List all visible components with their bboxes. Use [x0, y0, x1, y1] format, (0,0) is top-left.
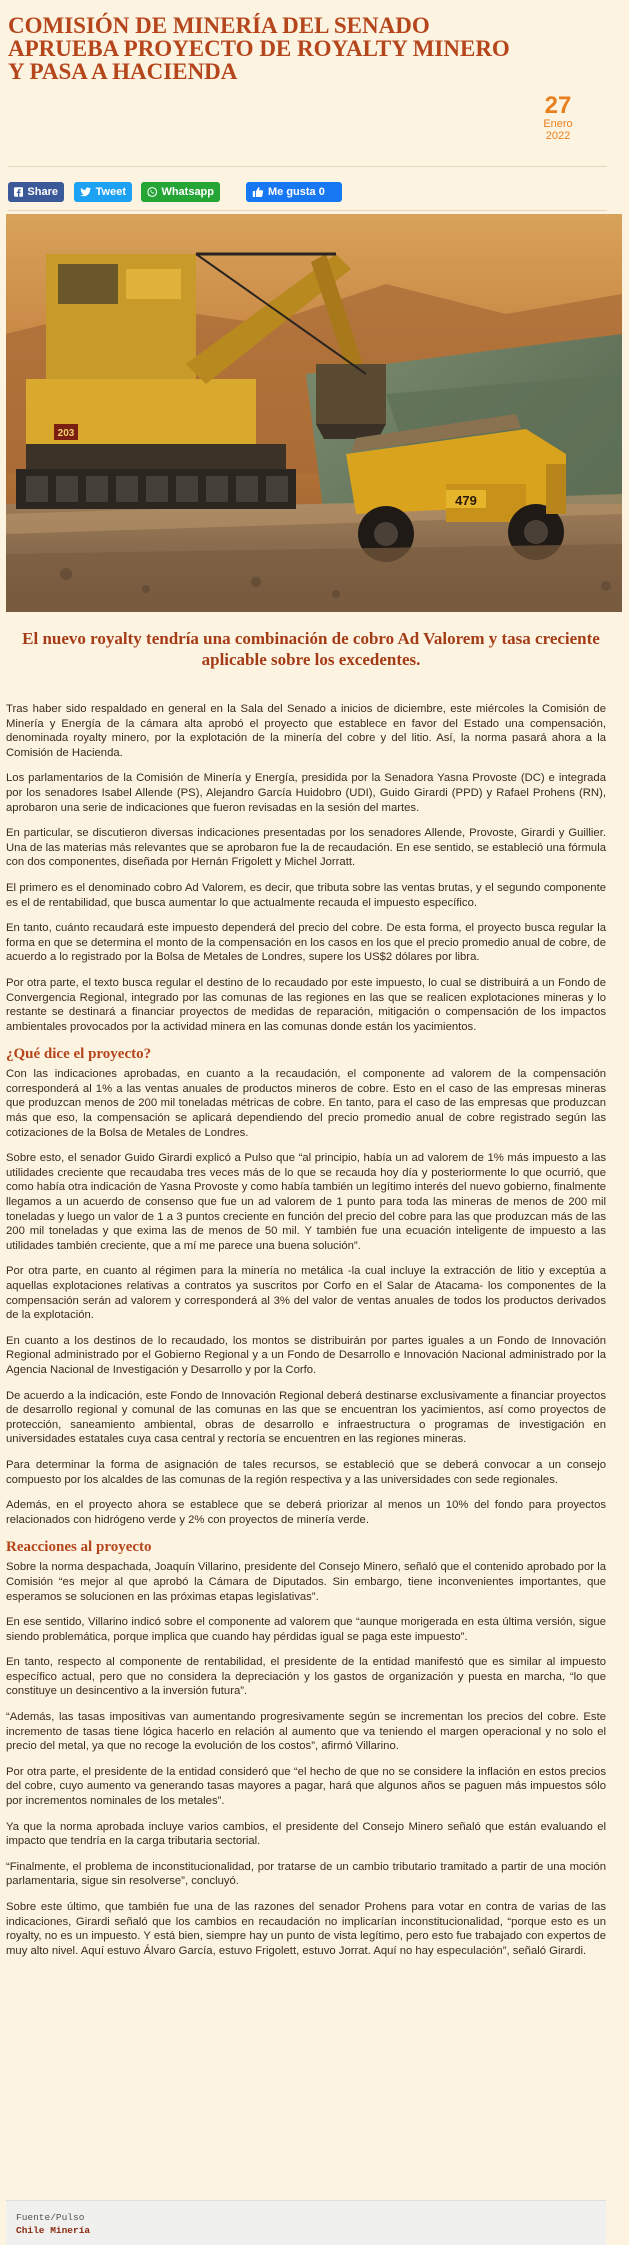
facebook-share-button[interactable] [8, 182, 64, 202]
shovel-number: 203 [57, 428, 75, 439]
divider-share [8, 210, 607, 211]
paragraph: Sobre este último, que también fue una de las razones del senador Prohens para votar en contra de varias de las indicaciones, Girardi señaló que los cambios en recaudación no implicarían inconstitucionalidad, “porque esto es un royalty, no es un impuesto. Y está bien, siempre hay un punto de vista legítimo, pero esto fue trabajado con expertos de muy alto nivel. Aquí estuvo Álvaro García, estuvo Frigolett, estuvo Jorrat. Aquí no hay especulación”, señaló Girardi. [6, 1901, 606, 1957]
like-button[interactable] [246, 182, 342, 202]
paragraph: En cuanto a los destinos de lo recaudado, los montos se distribuirán por partes iguales a un Fondo de Innovación Regional administrado por el Gobierno Regional y a un Fondo de Desarrollo e Innovación Nacional administrado por la Agencia Nacional de Investigación y Desarrollo y por la Corfo. [6, 1334, 606, 1376]
paragraph: El primero es el denominado cobro Ad Valorem, es decir, que tributa sobre las ventas brutas, y el segundo componente es el de rentabilidad, que busca aumentar lo que actualmente recauda el impuesto específico. [6, 881, 606, 909]
paragraph: Para determinar la forma de asignación de tales recursos, se estableció que se deberá convocar a un consejo compuesto por los alcaldes de las comunas de la región respectiva y a las universidades con sede regionales. [6, 1458, 606, 1486]
article-subtitle: El nuevo royalty tendría una combinación de cobro Ad Valorem y tasa creciente aplicable sobre los excedentes. [22, 629, 600, 669]
paragraph: En tanto, respecto al componente de rentabilidad, el presidente de la entidad manifestó que es similar al impuesto específico actual, pero que no considera la depreciación y los gastos de organización y puesta en marcha, “lo que constituye un desincentivo a la inversión futura”. [6, 1656, 606, 1698]
section-heading: ¿Qué dice el proyecto? [6, 1046, 152, 1063]
paragraph: Tras haber sido respaldado en general en la Sala del Senado a inicios de diciembre, este miércoles la Comisión de Minería y Energía de la cámara alta aprobó el proyecto que establece en favor del Estado una compensación, denominada royalty minero, por la explotación de la minería del cobre y del litio. Así, la norma pasará ahora a la Comisión de Hacienda. [6, 703, 606, 759]
paragraph: Los parlamentarios de la Comisión de Minería y Energía, presidida por la Senadora Yasna Provoste (DC) e integrada por los senadores Isabel Allende (PS), Alejandro García Huidobro (UDI), Guido Girardi (PPD) y Rafael Prohens (RN), aprobaron una serie de indicaciones que fueron revisadas en la sesión del martes. [6, 772, 606, 814]
like-label: Me gusta 0 [268, 186, 325, 198]
date-day: 27 [544, 92, 572, 119]
paragraph: En ese sentido, Villarino indicó sobre el componente ad valorem que “aunque morigerada en esta última versión, sigue siendo problemática, porque implica que cuando hay pérdidas igual se paga este impuesto”. [6, 1616, 606, 1643]
date-month: Enero [543, 118, 573, 130]
paragraph: Ya que la norma aprobada incluye varios cambios, el presidente del Consejo Minero señaló que están evaluando el impacto que tendría en la carga tributaria sectorial. [6, 1820, 606, 1848]
twitter-share-button[interactable] [74, 182, 132, 202]
paragraph: Además, en el proyecto ahora se establece que se deberá priorizar al menos un 10% del fondo para proyectos relacionados con hidrógeno verde y 2% con proyectos de minería verde. [6, 1499, 606, 1526]
twitter-share-label: Tweet [95, 186, 126, 198]
whatsapp-share-label: Whatsapp [161, 186, 214, 198]
whatsapp-share-button[interactable] [141, 182, 220, 202]
paragraph: De acuerdo a la indicación, este Fondo de Innovación Regional deberá destinarse exclusivamente a financiar proyectos de desarrollo regional y comunal de las comunas en las que se encuentran los yacimientos, así como proyectos de protección, saneamiento ambiental, obras de desarrollo e infraestructura o programas de investigación en universidades estatales cuya casa central y rectoría se encuentren en las regiones mineras. [6, 1389, 606, 1446]
article-title: COMISIÓN DE MINERÍA DEL SENADO APRUEBA PROYECTO DE ROYALTY MINERO Y PASA A HACIENDA [8, 13, 510, 84]
hero-image [6, 214, 622, 612]
paragraph: “Además, las tasas impositivas van aumentando progresivamente según se incrementan los precios del cobre. Este incremento de tasas tiene lógica hacerlo en relación al aumento que va teniendo el margen operacional y no solo el precio del metal, ya que no recoge la evolución de los costos”, afirmó Villarino. [6, 1711, 606, 1753]
thumbs-up-icon [252, 186, 264, 198]
paragraph: Sobre la norma despachada, Joaquín Villarino, presidente del Consejo Minero, señaló que el contenido aprobado por la Comisión “es mejor al que aprobó la Cámara de Diputados. Sin embargo, tiene inconvenientes importantes, que esperamos se solucionen en las próximas etapas legislativas”. [6, 1561, 606, 1603]
paragraph: En particular, se discutieron diversas indicaciones presentadas por los senadores Allende, Provoste, Girardi y Guillier. Una de las materias más relevantes que se aprobaron fue la de recaudación. En ese sentido, se estableció una fórmula con dos componentes, diseñada por Hernán Frigolett y Michel Jorratt. [6, 827, 606, 869]
paragraph: Por otra parte, el texto busca regular el destino de lo recaudado por este impuesto, lo cual se distribuirá a un Fondo de Convergencia Regional, integrado por las comunas de las regiones en las que se realicen explotaciones mineras y lo restante se destinará a financiar proyectos de medidas de reparación, mitigación o compensación de los impactos ambientales provocados por la actividad minera en las comunas donde están los yacimientos. [6, 976, 606, 1033]
source-category-link[interactable]: Chile Minería [16, 2225, 91, 2236]
mining-scene-illustration [6, 214, 622, 612]
paragraph: En tanto, cuánto recaudará este impuesto dependerá del precio del cobre. De esta forma, el proyecto busca regular la forma en que se determina el monto de la compensación en los casos en los que el precio promedio anual de cobre, de acuerdo a lo registrado por la Bolsa de Metales de Londres, supere los US$2 dólares por libra. [6, 922, 606, 964]
section-heading: Reacciones al proyecto [6, 1539, 152, 1556]
article-date [533, 94, 583, 142]
source-label: Fuente/Pulso [16, 2212, 85, 2223]
paragraph: Por otra parte, en cuanto al régimen para la minería no metálica -la cual incluye la extracción de litio y exceptúa a aquellas explotaciones relativas a contratos ya suscritos por Corfo en el Salar de Atacama- los componentes de la compensación serán ad valorem y corresponderá al 3% del valor de ventas anuales de todos los productos derivados de la explotación. [6, 1265, 606, 1322]
twitter-icon [80, 186, 92, 198]
paragraph: “Finalmente, el problema de inconstitucionalidad, por tratarse de un cambio tributario tramitado a partir de una moción parlamentaria, sigue sin resolverse”, concluyó. [6, 1860, 606, 1888]
date-year: 2022 [545, 130, 571, 142]
facebook-share-label: Share [27, 186, 58, 198]
paragraph: Sobre esto, el senador Guido Girardi explicó a Pulso que “al principio, había un ad valorem de 1% más impuesto a las utilidades creciente que recaudaba tres veces más de lo que se recauda hoy día y posteriormente lo que ocurrió, que como había otra indicación de Yasna Provoste y como había también un legítimo interés del nuevo gobierno, finalmente llegamos a un acuerdo de consenso que fue un ad valorem de 1 punto para toda las mineras de menos de 200 mil toneladas y luego un valor de 1 a 3 puntos creciente en función del precio del cobre para las que produzcan más de las 200 mil toneladas y que exima las de menos de 50 mil. Y también fue una ecuación inteligente de impuesto a las utilidades también creciente, que a mí me parece una buena solución”. [6, 1152, 606, 1252]
truck-number: 479 [455, 493, 477, 508]
whatsapp-icon [147, 186, 157, 198]
source-box [6, 2200, 606, 2245]
paragraph: Con las indicaciones aprobadas, en cuanto a la recaudación, el componente ad valorem de la compensación corresponderá al 1% a las ventas anuales de productos mineros de cobre. Esto en el caso de las empresas mineras que produzcan menos de 200 mil toneladas métricas de cobre. En tanto, para el caso de las empresas que produzcan más que eso, la compensación se aplicará dependiendo del precio promedio anual de cobre registrado según las cotizaciones de la Bolsa de Metales de Londres. [6, 1068, 606, 1139]
facebook-icon [14, 186, 23, 198]
paragraph: Por otra parte, el presidente de la entidad consideró que “el hecho de que no se considere la inflación en estos precios del cobre, cuyo aumento va generando tasas mayores a pagar, hará que algunos años se paguen más impuestos sólo por incrementos nominales de los metales”. [6, 1765, 606, 1808]
divider-top [8, 166, 607, 167]
article-body [6, 702, 606, 1969]
